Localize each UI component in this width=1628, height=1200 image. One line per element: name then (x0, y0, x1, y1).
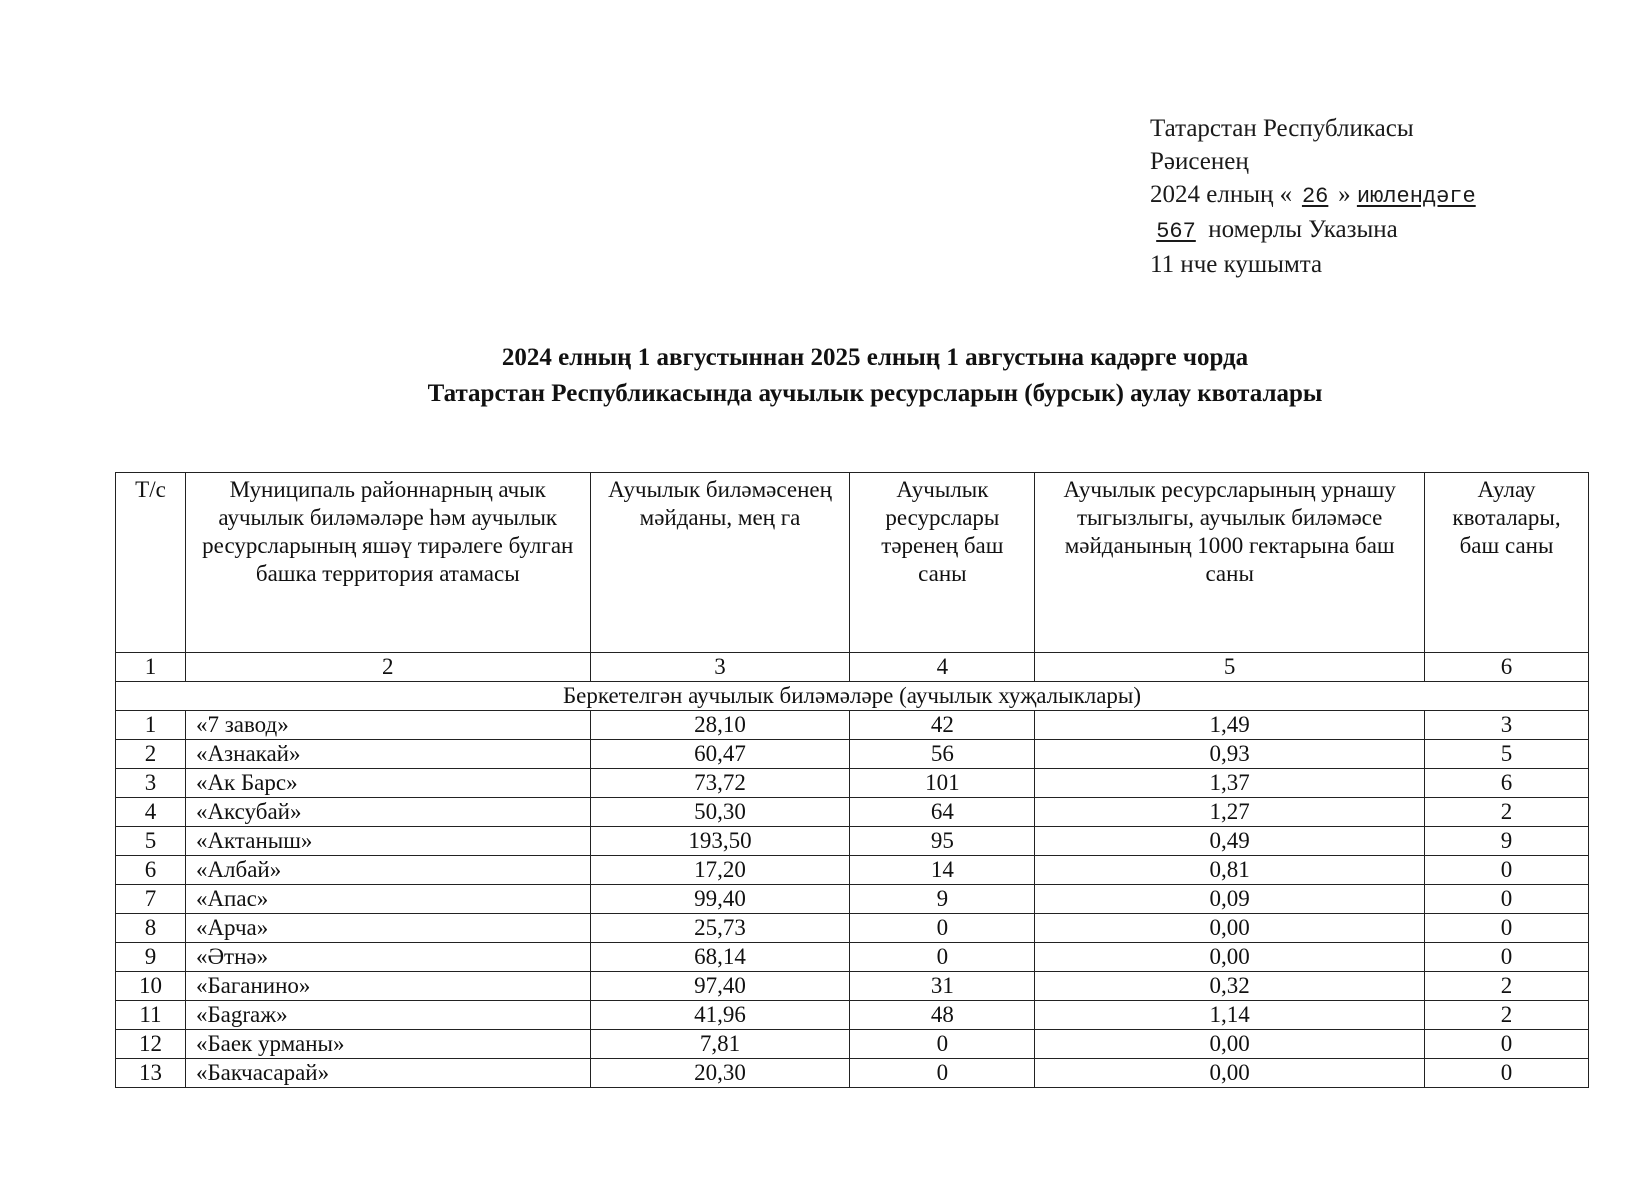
row-number-cell: 7 (116, 885, 186, 914)
territory-name-cell: «Баганино» (185, 972, 590, 1001)
density-cell: 0,00 (1035, 914, 1425, 943)
density-cell: 0,00 (1035, 1030, 1425, 1059)
quota-table (115, 472, 1589, 1088)
quota-cell: 2 (1425, 972, 1589, 1001)
column-number: 4 (850, 653, 1035, 682)
column-number-row (116, 653, 1589, 682)
table-row (116, 885, 1589, 914)
table-row (116, 827, 1589, 856)
area-cell: 99,40 (590, 885, 850, 914)
approval-line-2: Рәисенең (1150, 148, 1249, 175)
approval-close-quote: » (1338, 181, 1351, 208)
area-cell: 7,81 (590, 1030, 850, 1059)
population-cell: 14 (850, 856, 1035, 885)
row-number-cell: 9 (116, 943, 186, 972)
quota-cell: 0 (1425, 1030, 1589, 1059)
column-number: 3 (590, 653, 850, 682)
population-cell: 0 (850, 1030, 1035, 1059)
population-cell: 0 (850, 1059, 1035, 1088)
approval-number-suffix: номерлы Указына (1202, 216, 1398, 243)
table-row (116, 740, 1589, 769)
header-cell-density: Аучылык ресурсларының урнашу тыгызлыгы, аучылык биләмәсе мәйданының 1000 гектарына баш саны (1035, 473, 1425, 653)
column-number: 6 (1425, 653, 1589, 682)
quota-cell: 9 (1425, 827, 1589, 856)
area-cell: 73,72 (590, 769, 850, 798)
approval-block (1150, 112, 1495, 281)
table-row (116, 856, 1589, 885)
quota-cell: 0 (1425, 943, 1589, 972)
approval-date-line (1150, 178, 1495, 213)
territory-name-cell: «Ак Барс» (185, 769, 590, 798)
quota-cell: 0 (1425, 1059, 1589, 1088)
approval-day: 26 (1301, 184, 1329, 209)
approval-number: 567 (1156, 219, 1196, 244)
territory-name-cell: «Баек урманы» (185, 1030, 590, 1059)
population-cell: 56 (850, 740, 1035, 769)
population-cell: 9 (850, 885, 1035, 914)
territory-name-cell: «Әтнә» (185, 943, 590, 972)
approval-number-line (1150, 213, 1495, 248)
density-cell: 0,81 (1035, 856, 1425, 885)
section-row (116, 682, 1589, 711)
row-number-cell: 13 (116, 1059, 186, 1088)
approval-attachment: 11 нче кушымта (1150, 251, 1323, 278)
population-cell: 48 (850, 1001, 1035, 1030)
approval-year: 2024 елның « (1150, 181, 1293, 208)
area-cell: 17,20 (590, 856, 850, 885)
row-number-cell: 5 (116, 827, 186, 856)
population-cell: 0 (850, 943, 1035, 972)
quota-cell: 0 (1425, 885, 1589, 914)
population-cell: 31 (850, 972, 1035, 1001)
quota-cell: 3 (1425, 711, 1589, 740)
section-title: Беркетелгән аучылык биләмәләре (аучылык хуҗалыклары) (116, 682, 1589, 711)
density-cell: 1,14 (1035, 1001, 1425, 1030)
population-cell: 42 (850, 711, 1035, 740)
header-cell-area: Аучылык биләмәсенең мәйданы, мең га (590, 473, 850, 653)
population-cell: 101 (850, 769, 1035, 798)
density-cell: 1,37 (1035, 769, 1425, 798)
quota-cell: 6 (1425, 769, 1589, 798)
header-cell-name: Муниципаль районнарның ачык аучылык биләмәләре һәм аучылык ресурсларының яшәү тирәлеге булган башка территория атамасы (185, 473, 590, 653)
approval-month: июлендәге (1356, 184, 1476, 209)
density-cell: 0,09 (1035, 885, 1425, 914)
population-cell: 95 (850, 827, 1035, 856)
population-cell: 64 (850, 798, 1035, 827)
quota-cell: 5 (1425, 740, 1589, 769)
density-cell: 0,49 (1035, 827, 1425, 856)
row-number-cell: 4 (116, 798, 186, 827)
territory-name-cell: «Аксубай» (185, 798, 590, 827)
row-number-cell: 3 (116, 769, 186, 798)
quota-cell: 2 (1425, 1001, 1589, 1030)
territory-name-cell: «Арча» (185, 914, 590, 943)
header-cell-quota: Аулау квоталары, баш саны (1425, 473, 1589, 653)
territory-name-cell: «Апас» (185, 885, 590, 914)
density-cell: 1,49 (1035, 711, 1425, 740)
area-cell: 20,30 (590, 1059, 850, 1088)
density-cell: 0,00 (1035, 943, 1425, 972)
density-cell: 0,32 (1035, 972, 1425, 1001)
row-number-cell: 1 (116, 711, 186, 740)
quota-cell: 0 (1425, 914, 1589, 943)
territory-name-cell: «Бagraж» (185, 1001, 590, 1030)
table-body (116, 711, 1589, 1088)
area-cell: 193,50 (590, 827, 850, 856)
area-cell: 41,96 (590, 1001, 850, 1030)
column-number: 5 (1035, 653, 1425, 682)
header-row (116, 473, 1589, 653)
row-number-cell: 11 (116, 1001, 186, 1030)
territory-name-cell: «Бакчасарай» (185, 1059, 590, 1088)
row-number-cell: 12 (116, 1030, 186, 1059)
table-row (116, 711, 1589, 740)
area-cell: 28,10 (590, 711, 850, 740)
table-row (116, 1001, 1589, 1030)
density-cell: 1,27 (1035, 798, 1425, 827)
title-line-1: 2024 елның 1 августыннан 2025 елның 1 августына кадәрге чорда (501, 344, 1249, 371)
density-cell: 0,93 (1035, 740, 1425, 769)
quota-cell: 0 (1425, 856, 1589, 885)
table-row (116, 798, 1589, 827)
header-cell-number: Т/с (116, 473, 186, 653)
territory-name-cell: «Азнакай» (185, 740, 590, 769)
territory-name-cell: «Албай» (185, 856, 590, 885)
area-cell: 50,30 (590, 798, 850, 827)
density-cell: 0,00 (1035, 1059, 1425, 1088)
title-line-2: Татарстан Республикасында аучылык ресурсларын (бурсык) аулау квоталары (427, 380, 1323, 407)
area-cell: 97,40 (590, 972, 850, 1001)
table-row (116, 1059, 1589, 1088)
column-number: 1 (116, 653, 186, 682)
territory-name-cell: «Актаныш» (185, 827, 590, 856)
table-row (116, 769, 1589, 798)
row-number-cell: 2 (116, 740, 186, 769)
column-number: 2 (185, 653, 590, 682)
table-row (116, 972, 1589, 1001)
row-number-cell: 6 (116, 856, 186, 885)
table-row (116, 914, 1589, 943)
table-row (116, 1030, 1589, 1059)
area-cell: 25,73 (590, 914, 850, 943)
area-cell: 68,14 (590, 943, 850, 972)
quota-cell: 2 (1425, 798, 1589, 827)
population-cell: 0 (850, 914, 1035, 943)
table-row (116, 943, 1589, 972)
header-cell-population: Аучылык ресурслары тәренең баш саны (850, 473, 1035, 653)
approval-line-1: Татарстан Республикасы (1150, 115, 1414, 142)
territory-name-cell: «7 завод» (185, 711, 590, 740)
document-title (0, 340, 1628, 412)
row-number-cell: 8 (116, 914, 186, 943)
area-cell: 60,47 (590, 740, 850, 769)
row-number-cell: 10 (116, 972, 186, 1001)
